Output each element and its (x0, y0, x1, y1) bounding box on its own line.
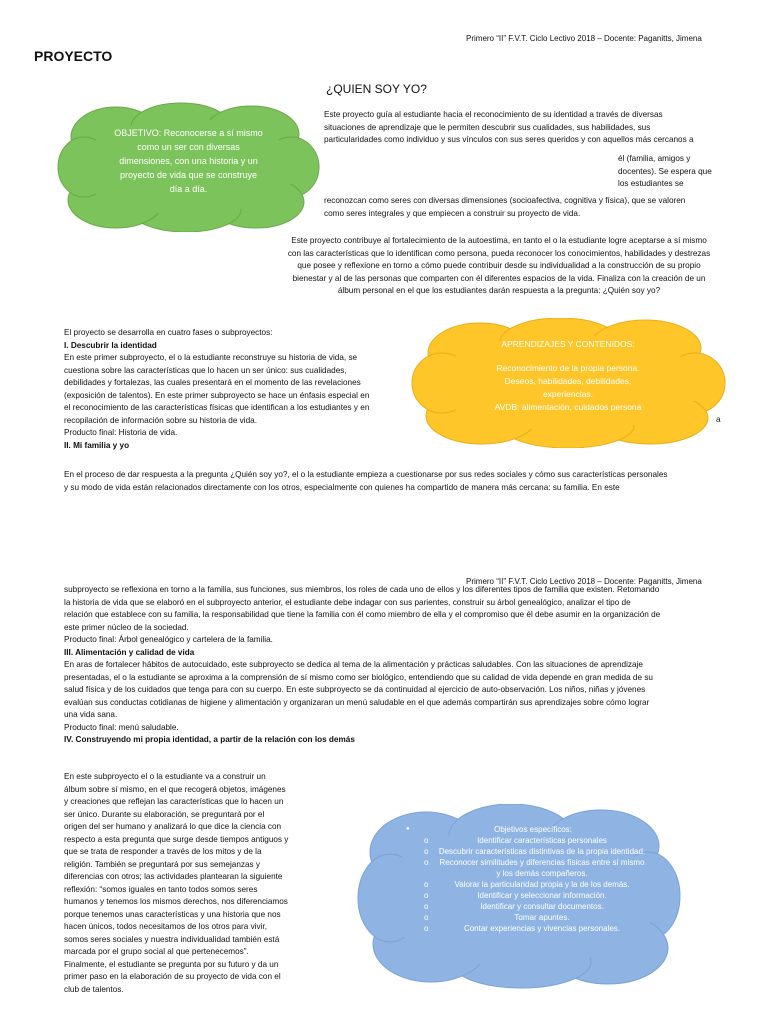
specific-objectives-cloud (356, 804, 682, 990)
objective-item: o Identificar y seleccionar información. (406, 890, 646, 901)
phase-4-paragraph (64, 771, 324, 996)
objective-line: como un ser con diversas (137, 142, 240, 152)
phase-line: la historia de vida que se elaboró en el subproyecto anterior, el estudiante debe indagar con sus parientes, construir su árbol genealógico, analizar el tipo de (64, 597, 631, 607)
phase-2-paragraph (64, 469, 744, 494)
intro-paragraph-right (618, 153, 712, 191)
intro-paragraph-end (324, 195, 685, 220)
learning-contents-text (430, 338, 706, 414)
objectives-heading: ● Objetivos específicos: (406, 824, 646, 835)
intro-line: situaciones de aprendizaje que le permiten descubrir sus cualidades, sus habilidades, sus (324, 122, 651, 132)
phase-line: cuestiona sobre las características que lo hacen un ser único: sus cualidades, (64, 365, 347, 375)
objective-item: o Descubrir características distintivas de la propia identidad. (406, 846, 646, 857)
phases-section (64, 327, 414, 452)
phase-line: origen del ser humano y analizará lo que dice la ciencia con (64, 822, 282, 831)
para-line: que posee y reflexione en torno a cómo puede contribuir desde su individualidad a la construcción de su propio (297, 261, 701, 270)
objective-item: o Identificar características personales (406, 835, 646, 846)
phase-line: álbum sobre sí mismo, en el que recogerá objetos, imágenes (64, 784, 286, 794)
phase-line: una vida sana. (64, 710, 118, 719)
objective-item: o Valorar la particularidad propia y la de los demás. (406, 879, 646, 890)
para-line: con las características que lo identifican como persona, pueda reconocer los conocimientos, habilidades y destrezas (287, 248, 711, 258)
intro-line: docentes). Se espera que (618, 166, 712, 176)
objective-item: o Reconocer similitudes y diferencias físicas entre sí mismo y los demás compañeros. (406, 857, 646, 879)
phase-line: En este subproyecto el o la estudiante va a construir un (64, 772, 266, 781)
phase-line: diferencias con otros; las actividades plantearan la siguiente (64, 872, 283, 881)
phase-line: En este primer subproyecto, el o la estudiante reconstruye su historia de vida, se (64, 353, 358, 362)
intro-paragraph (324, 109, 744, 147)
intro-line: Este proyecto guía al estudiante hacia el reconocimiento de su identidad a través de diversas (324, 110, 663, 119)
para-line: bienestar y al de las personas que comparten con él diferentes espacios de la vida. Finaliza con la creación de un (292, 273, 706, 283)
phase-line: subproyecto se reflexiona en torno a la familia, sus funciones, sus miembros, los roles de cada uno de ellos y los diferentes tipos de familia que existen. Retomando (64, 585, 660, 594)
phase-line: reflexión: “somos iguales en tanto todos somos seres (64, 884, 258, 894)
phase-line: hacen únicos, todos necesitamos de los otros para vivir, (64, 922, 267, 931)
objective-cloud (56, 102, 321, 232)
phase-line: ser único. Durante su elaboración, se preguntará por el (64, 809, 265, 819)
project-question: ¿QUIEN SOY YO? (326, 82, 427, 96)
page-title: PROYECTO (34, 48, 113, 64)
learning-line: experiencias. (542, 389, 594, 399)
phase-3-heading: III. Alimentación y calidad de vida (64, 647, 195, 657)
phase-line: y creaciones que reflejan las características que lo hacen un (64, 797, 284, 806)
objective-item: o Tomar apuntes. (406, 912, 646, 923)
phase-line: porque tenemos unas características y una historia que nos (64, 909, 281, 919)
learning-heading: APRENDIZAJES Y CONTENIDOS: (501, 339, 635, 349)
specific-objectives-text (406, 824, 646, 934)
phase-line: Finalmente, el estudiante se pregunta por su futuro y da un (64, 959, 279, 969)
phase-line: club de talentos. (64, 984, 124, 994)
objective-line: proyecto de vida que se construye (119, 170, 258, 180)
phase-2-continued (64, 584, 744, 747)
page-header: Primero “II” F.V.T. Ciclo Lectivo 2018 – Docente: Paganitts, Jimena (466, 577, 702, 586)
phases-intro: El proyecto se desarrolla en cuatro fases o subproyectos: (64, 328, 273, 337)
phase-line: marcada por el grupo social al que pertenecemos”. (64, 947, 249, 956)
para-line: Este proyecto contribuye al fortalecimiento de la autoestima, en tanto el o la estudiante logre aceptarse a sí mismo (291, 236, 707, 245)
autoestima-paragraph (254, 235, 744, 298)
learning-line: Deseos, habilidades, debilidades, (504, 376, 632, 386)
phase-line: primer paso en la elaboración de su proyecto de vida con el (64, 972, 281, 981)
product-final: Producto final: Historia de vida. (64, 428, 178, 437)
phase-4-heading: IV. Construyendo mi propia identidad, a partir de la relación con los demás (64, 735, 355, 744)
phase-line: En aras de fortalecer hábitos de autocuidado, este subproyecto se dedica al tema de la alimentación y prácticas saludables. Con las situaciones de aprendizaje (64, 660, 643, 669)
phase-line: que se trata de responder a través de los mitos y de la (64, 847, 262, 856)
phase-line: somos seres sociales y nuestra individualidad también está (64, 934, 280, 944)
learning-line: Reconocimiento de la propia persona. (496, 363, 640, 373)
stray-letter: a (716, 415, 721, 424)
objective-text (66, 126, 311, 196)
phase-line: el reconocimiento de las características físicas que identifican a los estudiantes y en (64, 403, 370, 412)
phase-2-heading: II. Mi familia y yo (64, 440, 130, 450)
page-header: Primero “II” F.V.T. Ciclo Lectivo 2018 – Docente: Paganitts, Jimena (466, 34, 702, 43)
learning-contents-cloud (410, 318, 726, 448)
para-line: álbum personal en el que los estudiantes darán respuesta a la pregunta: ¿Quién soy yo? (337, 286, 661, 295)
phase-line: salud física y de los cuidados que tenga para con su cuerpo. En este subproyecto se da continuidad al ejercicio de auto-observación. Los niños, niñas y jóvenes (64, 685, 646, 694)
phase-line: respecto a esta pregunta que surge desde tiempos antiguos y (64, 834, 289, 844)
intro-line: reconozcan como seres con diversas dimensiones (socioafectiva, cognitiva y física), que se valoren (324, 196, 686, 205)
phase-1-heading: I. Descubrir la identidad (64, 340, 157, 350)
intro-line: él (familia, amigos y (618, 154, 691, 163)
phase-line: y su modo de vida están relacionados directamente con los otros, especialmente con quienes ha compartido de manera más cercana: su familia. En este (64, 482, 620, 492)
objective-line: OBJETIVO: Reconocerse a sí mismo (114, 128, 263, 138)
intro-line: los estudiantes se (618, 179, 684, 188)
phase-line: (exposición de talentos). En este primer subproyecto se hace un énfasis especial en (64, 390, 370, 400)
phase-line: evalúan sus conductas cotidianas de higiene y alimentación y organizaran un menú saludable en el que además compartirán sus aprendizajes sobre cómo lograr (64, 697, 650, 707)
phase-line: religión. También se preguntará por sus semejanzas y (64, 859, 260, 869)
intro-line: como seres integrales y que empiecen a construir su proyecto de vida. (324, 208, 581, 218)
phase-line: recopilación de información sobre su historia de vida. (64, 415, 257, 425)
objectives-list (406, 824, 646, 934)
phase-line: relación que establece con su familia, la responsabilidad que tiene la familia con él como miembro de ella y el compromiso que él debe asumir en la organización de (64, 610, 661, 619)
phase-line: presentadas, el o la estudiante se aproxima a la comprensión de sí mismo como ser biológico, entendiendo que su calidad de vida depende en gran medida de su (64, 672, 653, 682)
product-final: Producto final: menú saludable. (64, 722, 179, 732)
learning-line: AVDB: alimentación, cuidados persona (494, 402, 642, 412)
objective-item: o Contar experiencias y vivencias personales. (406, 923, 646, 934)
phase-line: debilidades y fortalezas, las cuales presentará en el momento de las revelaciones (64, 378, 361, 387)
product-final: Producto final: Árbol genealógico y cartelera de la familia. (64, 635, 273, 644)
phase-line: En el proceso de dar respuesta a la pregunta ¿Quién soy yo?, el o la estudiante empieza a cuestionarse por sus redes sociales y cómo sus características personales (64, 470, 668, 479)
objective-item: o Identificar y consultar documentos. (406, 901, 646, 912)
objective-line: día a día. (169, 184, 208, 194)
objective-line: dimensiones, con una historia y un (119, 156, 258, 166)
phase-line: este primer núcleo de la sociedad. (64, 622, 189, 632)
phase-line: humanos y tenemos los mismos derechos, nos diferenciamos (64, 897, 288, 906)
intro-line: particularidades como individuo y sus vínculos con sus seres queridos y con aquellos más cercanos a (324, 135, 694, 144)
